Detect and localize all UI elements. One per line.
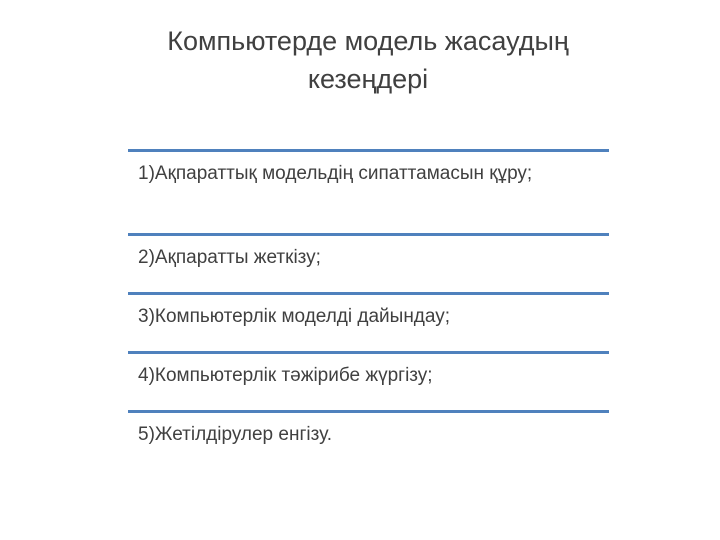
- stage-item-2: 2)Ақпаратты жеткізу;: [128, 233, 609, 292]
- slide-title: [80, 22, 656, 98]
- slide-title-line-2: кезеңдері: [307, 64, 429, 94]
- slide-title-line-1: Компьютерде модель жасаудың: [167, 26, 569, 56]
- stage-item-1: 1)Ақпараттық модельдің сипаттамасын құру;: [128, 149, 609, 233]
- stage-item-5: 5)Жетілдірулер енгізу.: [128, 410, 609, 470]
- stage-item-4: 4)Компьютерлік тәжірибе жүргізу;: [128, 351, 609, 410]
- stage-item-3: 3)Компьютерлік моделді дайындау;: [128, 292, 609, 351]
- stages-list: [128, 149, 609, 470]
